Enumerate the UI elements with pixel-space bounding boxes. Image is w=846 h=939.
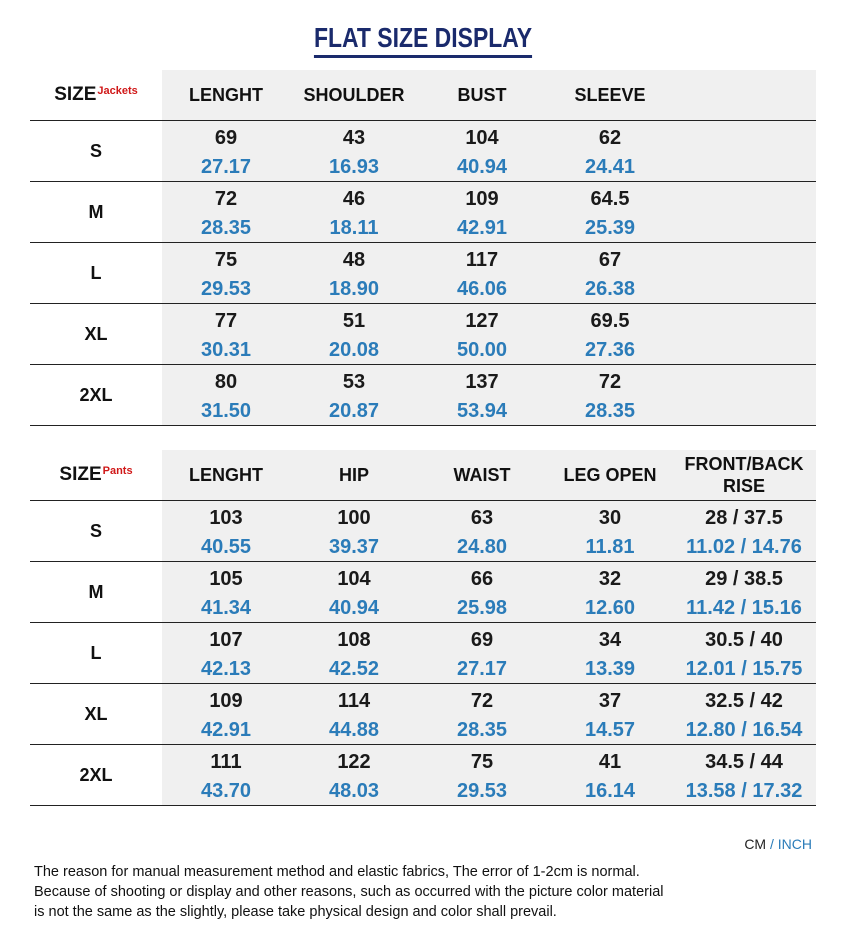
value-cm: 103	[209, 507, 243, 529]
value-cm: 62	[598, 127, 622, 149]
value-inch: 11.42 / 15.16	[686, 597, 802, 619]
measurement-cell	[680, 745, 808, 805]
measurement-cell	[162, 684, 290, 744]
value-cm: 30	[598, 507, 622, 529]
value-inch: 12.01 / 15.75	[685, 658, 803, 680]
value-cm: 137	[465, 371, 499, 393]
size-header-label: SIZE	[59, 464, 102, 485]
value-cm: 107	[209, 629, 243, 651]
value-cm: 72	[470, 690, 494, 712]
value-inch: 42.13	[200, 658, 252, 680]
unit-legend	[744, 836, 812, 852]
measurement-cell	[546, 121, 674, 181]
legend-inch: INCH	[777, 836, 812, 852]
value-cm: 109	[209, 690, 243, 712]
size-cell: M	[88, 201, 104, 222]
value-inch: 48.03	[328, 780, 380, 802]
measurement-cell	[546, 243, 674, 303]
page-title: FLAT SIZE DISPLAY	[314, 22, 532, 58]
value-inch: 28.35	[584, 400, 636, 422]
measurement-cell	[680, 501, 808, 561]
value-inch: 39.37	[328, 536, 380, 558]
value-cm: 100	[337, 507, 371, 529]
value-cm: 66	[470, 568, 494, 590]
measurement-cell	[680, 562, 808, 622]
table-row	[30, 181, 816, 242]
size-header-category: Jackets	[97, 85, 138, 97]
column-header: HIP	[338, 465, 369, 485]
value-inch: 18.11	[329, 217, 379, 239]
value-cm: 29 / 38.5	[705, 568, 783, 590]
table-row	[30, 683, 816, 744]
page-title-wrap	[0, 22, 846, 58]
size-header-category: Pants	[102, 465, 133, 477]
column-header: LEG OPEN	[563, 465, 657, 485]
measurement-cell	[290, 365, 418, 425]
value-cm: 32	[598, 568, 622, 590]
value-cm: 28 / 37.5	[705, 507, 783, 529]
measurement-cell	[162, 745, 290, 805]
size-cell: 2XL	[79, 384, 113, 405]
value-inch: 20.87	[328, 400, 380, 422]
value-cm: 53	[342, 371, 366, 393]
value-inch: 13.58 / 17.32	[685, 780, 803, 802]
measurement-cell	[418, 182, 546, 242]
measurement-cell	[680, 684, 808, 744]
measurement-cell	[680, 623, 808, 683]
value-cm: 51	[342, 310, 366, 332]
measurement-cell	[418, 365, 546, 425]
value-inch: 26.38	[584, 278, 636, 300]
value-inch: 29.53	[456, 780, 508, 802]
column-header: SHOULDER	[303, 85, 405, 105]
value-inch: 24.41	[584, 156, 636, 178]
value-cm: 46	[342, 188, 366, 210]
table-row	[30, 500, 816, 561]
value-inch: 42.91	[200, 719, 252, 741]
measurement-cell	[546, 304, 674, 364]
value-inch: 12.80 / 16.54	[685, 719, 803, 741]
measurement-cell	[162, 365, 290, 425]
measurement-cell	[290, 684, 418, 744]
value-cm: 69	[214, 127, 238, 149]
value-cm: 109	[465, 188, 499, 210]
measurement-cell	[546, 182, 674, 242]
column-header: BUST	[457, 85, 507, 105]
measurement-cell	[290, 562, 418, 622]
value-cm: 111	[210, 751, 242, 773]
measurement-cell	[418, 304, 546, 364]
value-inch: 42.91	[456, 217, 508, 239]
value-cm: 122	[337, 751, 371, 773]
measurement-cell	[290, 243, 418, 303]
column-header: SLEEVE	[574, 85, 646, 105]
value-cm: 63	[470, 507, 494, 529]
column-header: LENGHT	[189, 85, 263, 105]
size-header-label: SIZE	[54, 84, 97, 105]
value-cm: 43	[342, 127, 366, 149]
column-header: LENGHT	[189, 465, 263, 485]
value-inch: 53.94	[456, 400, 508, 422]
size-cell: S	[89, 520, 102, 541]
table-row	[30, 364, 816, 426]
measurement-cell	[546, 684, 674, 744]
value-inch: 44.88	[328, 719, 380, 741]
note-line: is not the same as the slightly, please take physical design and color shall prevail.	[34, 904, 557, 920]
value-inch: 40.94	[456, 156, 508, 178]
size-cell: XL	[84, 703, 108, 724]
measurement-cell	[418, 121, 546, 181]
measurement-cell	[162, 121, 290, 181]
measurement-cell	[290, 745, 418, 805]
notes	[34, 862, 824, 922]
value-cm: 67	[598, 249, 622, 271]
measurement-cell	[162, 243, 290, 303]
value-inch: 50.00	[456, 339, 508, 361]
value-cm: 77	[214, 310, 238, 332]
value-inch: 28.35	[456, 719, 508, 741]
value-cm: 64.5	[590, 188, 630, 210]
measurement-cell	[162, 501, 290, 561]
table-row	[30, 120, 816, 181]
measurement-cell	[290, 182, 418, 242]
note-line: The reason for manual measurement method and elastic fabrics, The error of 1-2cm is normal.	[34, 864, 640, 880]
value-inch: 40.55	[200, 536, 252, 558]
value-inch: 27.17	[456, 658, 508, 680]
value-cm: 104	[337, 568, 371, 590]
table-row	[30, 303, 816, 364]
measurement-cell	[290, 121, 418, 181]
value-cm: 34	[598, 629, 622, 651]
size-cell: L	[90, 262, 102, 283]
measurement-cell	[546, 562, 674, 622]
value-inch: 25.98	[456, 597, 508, 619]
value-inch: 25.39	[584, 217, 636, 239]
value-cm: 69	[470, 629, 494, 651]
table-row	[30, 242, 816, 303]
measurement-cell	[418, 562, 546, 622]
measurement-cell	[162, 623, 290, 683]
size-cell: 2XL	[79, 764, 113, 785]
value-inch: 42.52	[328, 658, 380, 680]
size-header	[30, 450, 162, 500]
value-inch: 27.36	[584, 339, 636, 361]
measurement-cell	[418, 684, 546, 744]
measurement-cell	[290, 623, 418, 683]
table-row	[30, 622, 816, 683]
value-cm: 72	[598, 371, 622, 393]
size-cell: M	[88, 581, 104, 602]
table-row	[30, 561, 816, 622]
value-cm: 114	[337, 690, 371, 712]
value-cm: 41	[598, 751, 622, 773]
measurement-cell	[162, 304, 290, 364]
value-cm: 108	[337, 629, 371, 651]
value-inch: 29.53	[200, 278, 252, 300]
value-inch: 13.39	[584, 658, 636, 680]
measurement-cell	[162, 182, 290, 242]
legend-cm: CM	[744, 836, 767, 852]
value-cm: 117	[465, 249, 499, 271]
value-inch: 11.02 / 14.76	[686, 536, 802, 558]
value-inch: 31.50	[200, 400, 252, 422]
measurement-cell	[546, 501, 674, 561]
column-header: WAIST	[453, 465, 511, 485]
column-header: FRONT/BACK RISE	[684, 454, 804, 496]
value-inch: 24.80	[456, 536, 508, 558]
size-header	[30, 70, 162, 120]
measurement-cell	[546, 745, 674, 805]
value-inch: 11.81	[585, 536, 635, 558]
size-cell: XL	[84, 323, 108, 344]
value-cm: 72	[214, 188, 238, 210]
pants-size-table	[30, 450, 816, 806]
value-cm: 48	[342, 249, 366, 271]
size-cell: L	[90, 642, 102, 663]
measurement-cell	[546, 623, 674, 683]
measurement-cell	[290, 501, 418, 561]
value-inch: 46.06	[456, 278, 508, 300]
measurement-cell	[290, 304, 418, 364]
measurement-cell	[546, 365, 674, 425]
value-inch: 18.90	[328, 278, 380, 300]
value-inch: 27.17	[200, 156, 252, 178]
pants-header-row	[30, 450, 816, 500]
note-line: Because of shooting or display and other reasons, such as occurred with the picture color material	[34, 884, 664, 900]
value-cm: 80	[214, 371, 238, 393]
table-row	[30, 744, 816, 806]
value-inch: 20.08	[328, 339, 380, 361]
value-inch: 28.35	[200, 217, 252, 239]
value-cm: 34.5 / 44	[705, 751, 783, 773]
size-cell: S	[89, 140, 102, 161]
value-inch: 40.94	[328, 597, 380, 619]
jackets-header-row	[30, 70, 816, 120]
value-cm: 127	[465, 310, 499, 332]
value-cm: 75	[470, 751, 494, 773]
value-cm: 37	[598, 690, 622, 712]
value-cm: 75	[214, 249, 238, 271]
measurement-cell	[418, 501, 546, 561]
value-inch: 41.34	[200, 597, 252, 619]
legend-slash: /	[769, 836, 774, 852]
value-inch: 12.60	[584, 597, 636, 619]
value-cm: 69.5	[590, 310, 630, 332]
measurement-cell	[418, 243, 546, 303]
value-cm: 105	[209, 568, 243, 590]
value-cm: 104	[465, 127, 499, 149]
measurement-cell	[418, 745, 546, 805]
value-inch: 14.57	[584, 719, 636, 741]
measurement-cell	[418, 623, 546, 683]
value-inch: 16.93	[328, 156, 380, 178]
value-cm: 32.5 / 42	[705, 690, 783, 712]
value-inch: 16.14	[584, 780, 636, 802]
value-cm: 30.5 / 40	[705, 629, 783, 651]
value-inch: 30.31	[200, 339, 252, 361]
measurement-cell	[162, 562, 290, 622]
jackets-size-table	[30, 70, 816, 426]
value-inch: 43.70	[200, 780, 252, 802]
